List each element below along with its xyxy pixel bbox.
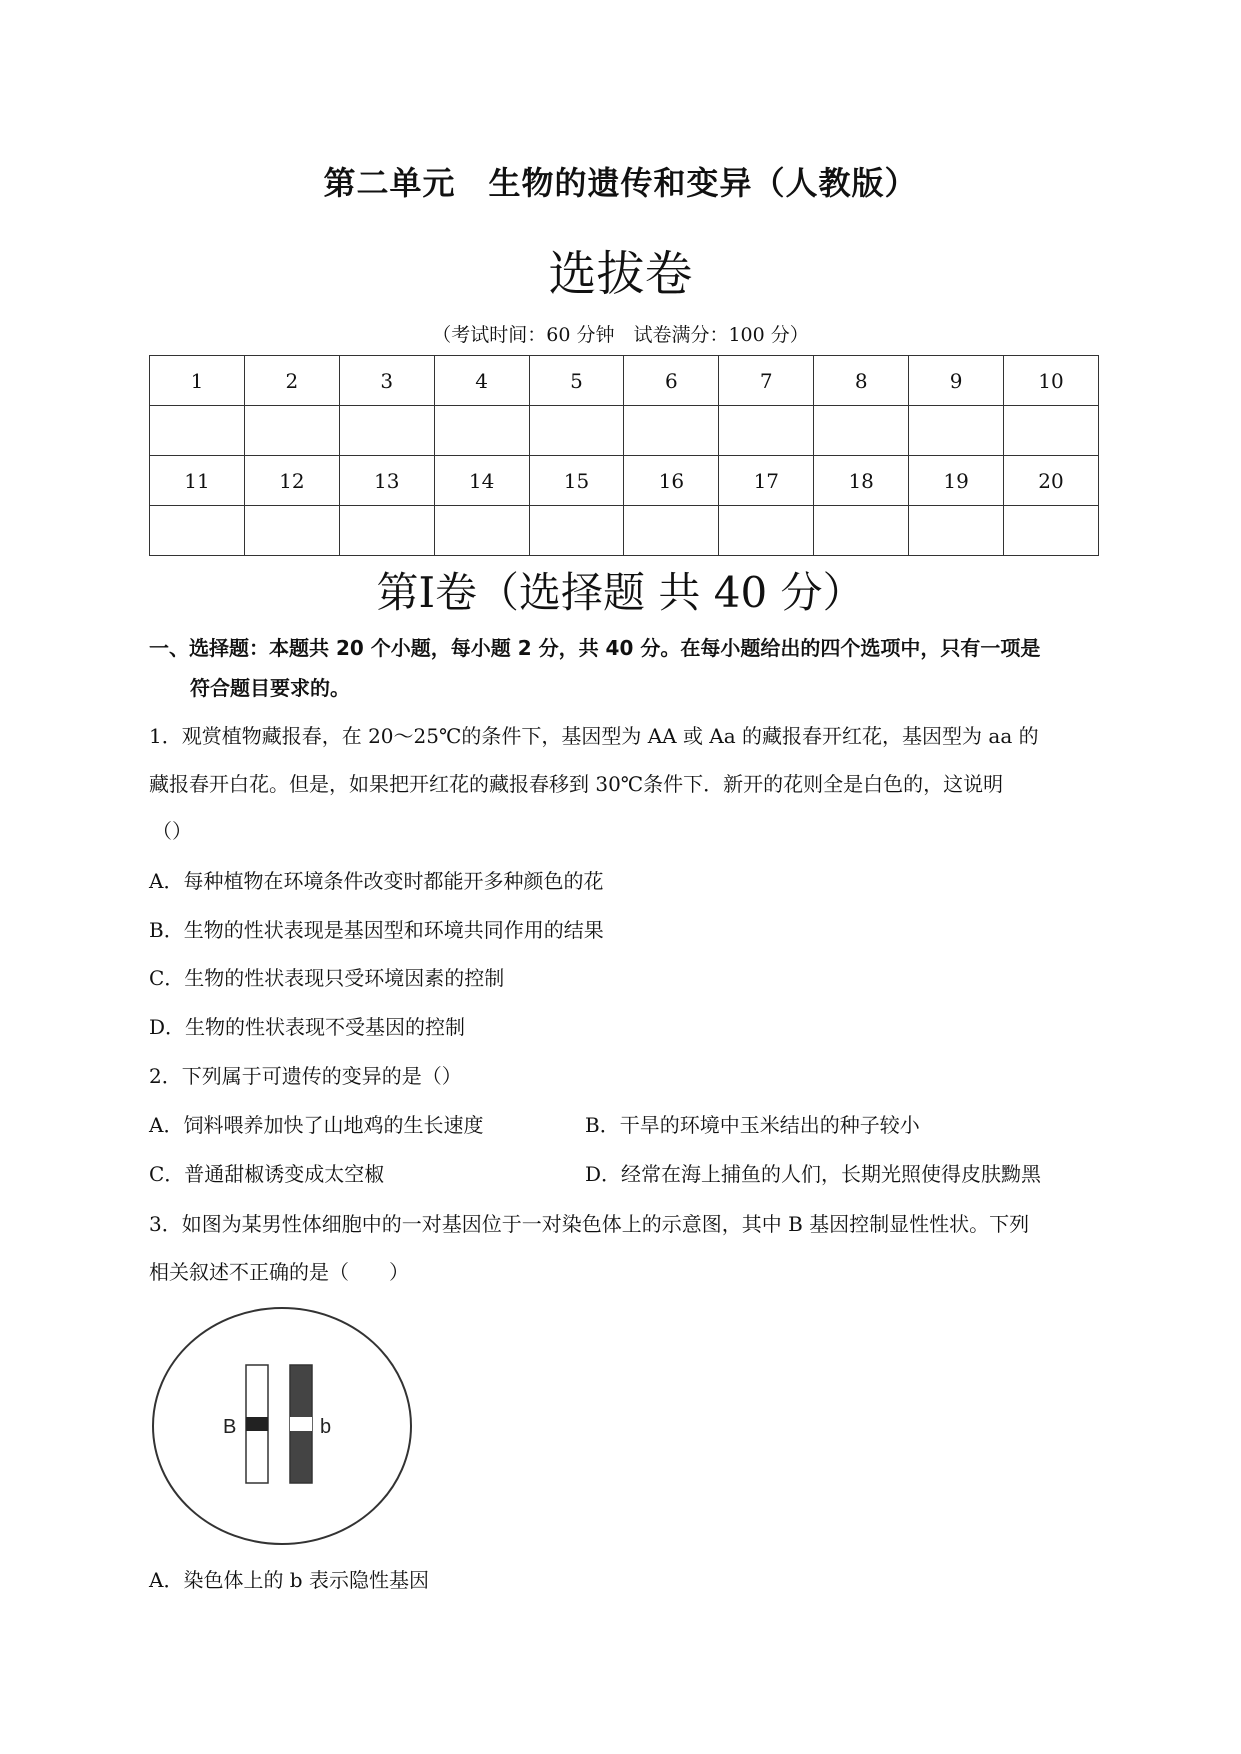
answer-grid-header-row-1: [150, 356, 1099, 406]
q3-stem-line-1: 3．如图为某男性体细胞中的一对基因位于一对染色体上的示意图，其中 B 基因控制显性性状。下列: [149, 1212, 1030, 1236]
answer-cell[interactable]: [339, 406, 434, 456]
q1-stem-line-2: 藏报春开白花。但是，如果把开红花的藏报春移到 30℃条件下．新开的花则全是白色的，这说明: [149, 772, 1004, 796]
answer-cell[interactable]: [150, 506, 245, 556]
answer-cell[interactable]: [529, 406, 624, 456]
exam-meta: （考试时间：60 分钟 试卷满分：100 分）: [432, 324, 809, 346]
grid-number: 11: [150, 456, 245, 506]
chromosome-pair-diagram: [150, 1305, 415, 1547]
answer-cell[interactable]: [624, 406, 719, 456]
answer-cell[interactable]: [909, 506, 1004, 556]
section-title: 第I卷（选择题 共 40 分）: [376, 568, 865, 617]
grid-number: 8: [814, 356, 909, 406]
grid-number: 16: [624, 456, 719, 506]
answer-cell[interactable]: [244, 506, 339, 556]
answer-cell[interactable]: [1004, 506, 1099, 556]
instruction-line-1: 一、选择题：本题共 20 个小题，每小题 2 分，共 40 分。在每小题给出的四个选项中，只有一项是: [149, 636, 1041, 660]
q1-option-a[interactable]: A．每种植物在环境条件改变时都能开多种颜色的花: [149, 869, 604, 893]
answer-grid-blank-row-1: [150, 406, 1099, 456]
answer-cell[interactable]: [814, 506, 909, 556]
answer-cell[interactable]: [244, 406, 339, 456]
answer-grid-header-row-2: [150, 456, 1099, 506]
grid-number: 10: [1004, 356, 1099, 406]
label-B: B: [223, 1416, 237, 1438]
q3-stem-line-2: 相关叙述不正确的是（ ）: [149, 1260, 409, 1284]
grid-number: 2: [244, 356, 339, 406]
exam-type-title: 选拔卷: [548, 246, 693, 302]
answer-cell[interactable]: [719, 506, 814, 556]
grid-number: 13: [339, 456, 434, 506]
grid-number: 18: [814, 456, 909, 506]
q2-option-d[interactable]: D．经常在海上捕鱼的人们，长期光照使得皮肤黝黑: [585, 1162, 1042, 1186]
q2-stem: 2．下列属于可遗传的变异的是（）: [149, 1064, 462, 1088]
grid-number: 15: [529, 456, 624, 506]
q1-stem-line-3: （）: [152, 819, 192, 843]
answer-cell[interactable]: [719, 406, 814, 456]
answer-grid: [149, 355, 1099, 556]
gene-band-b: [290, 1417, 312, 1431]
q1-stem-line-1: 1．观赏植物藏报春，在 20～25℃的条件下，基因型为 AA 或 Aa 的藏报春开红花，基因型为 aa 的: [149, 724, 1039, 748]
answer-cell[interactable]: [434, 406, 529, 456]
q3-option-a[interactable]: A．染色体上的 b 表示隐性基因: [149, 1568, 429, 1592]
grid-number: 19: [909, 456, 1004, 506]
grid-number: 9: [909, 356, 1004, 406]
grid-number: 5: [529, 356, 624, 406]
unit-title: 第二单元 生物的遗传和变异（人教版）: [323, 164, 918, 202]
answer-cell[interactable]: [434, 506, 529, 556]
grid-number: 7: [719, 356, 814, 406]
q2-option-b[interactable]: B．干旱的环境中玉米结出的种子较小: [585, 1113, 920, 1137]
grid-number: 1: [150, 356, 245, 406]
q2-option-a[interactable]: A．饲料喂养加快了山地鸡的生长速度: [149, 1113, 484, 1137]
grid-number: 6: [624, 356, 719, 406]
q1-option-b[interactable]: B．生物的性状表现是基因型和环境共同作用的结果: [149, 918, 604, 942]
grid-number: 17: [719, 456, 814, 506]
answer-cell[interactable]: [624, 506, 719, 556]
answer-grid-blank-row-2: [150, 506, 1099, 556]
gene-band-B: [246, 1417, 268, 1431]
answer-cell[interactable]: [1004, 406, 1099, 456]
label-b: b: [320, 1416, 332, 1438]
grid-number: 12: [244, 456, 339, 506]
grid-number: 20: [1004, 456, 1099, 506]
q1-option-d[interactable]: D．生物的性状表现不受基因的控制: [149, 1015, 466, 1039]
q1-option-c[interactable]: C．生物的性状表现只受环境因素的控制: [149, 966, 505, 990]
grid-number: 3: [339, 356, 434, 406]
answer-cell[interactable]: [339, 506, 434, 556]
answer-cell[interactable]: [529, 506, 624, 556]
grid-number: 14: [434, 456, 529, 506]
instruction-line-2: 符合题目要求的。: [190, 676, 350, 700]
answer-cell[interactable]: [150, 406, 245, 456]
grid-number: 4: [434, 356, 529, 406]
cell-outline: [153, 1308, 411, 1544]
q2-option-c[interactable]: C．普通甜椒诱变成太空椒: [149, 1162, 385, 1186]
answer-cell[interactable]: [814, 406, 909, 456]
answer-cell[interactable]: [909, 406, 1004, 456]
